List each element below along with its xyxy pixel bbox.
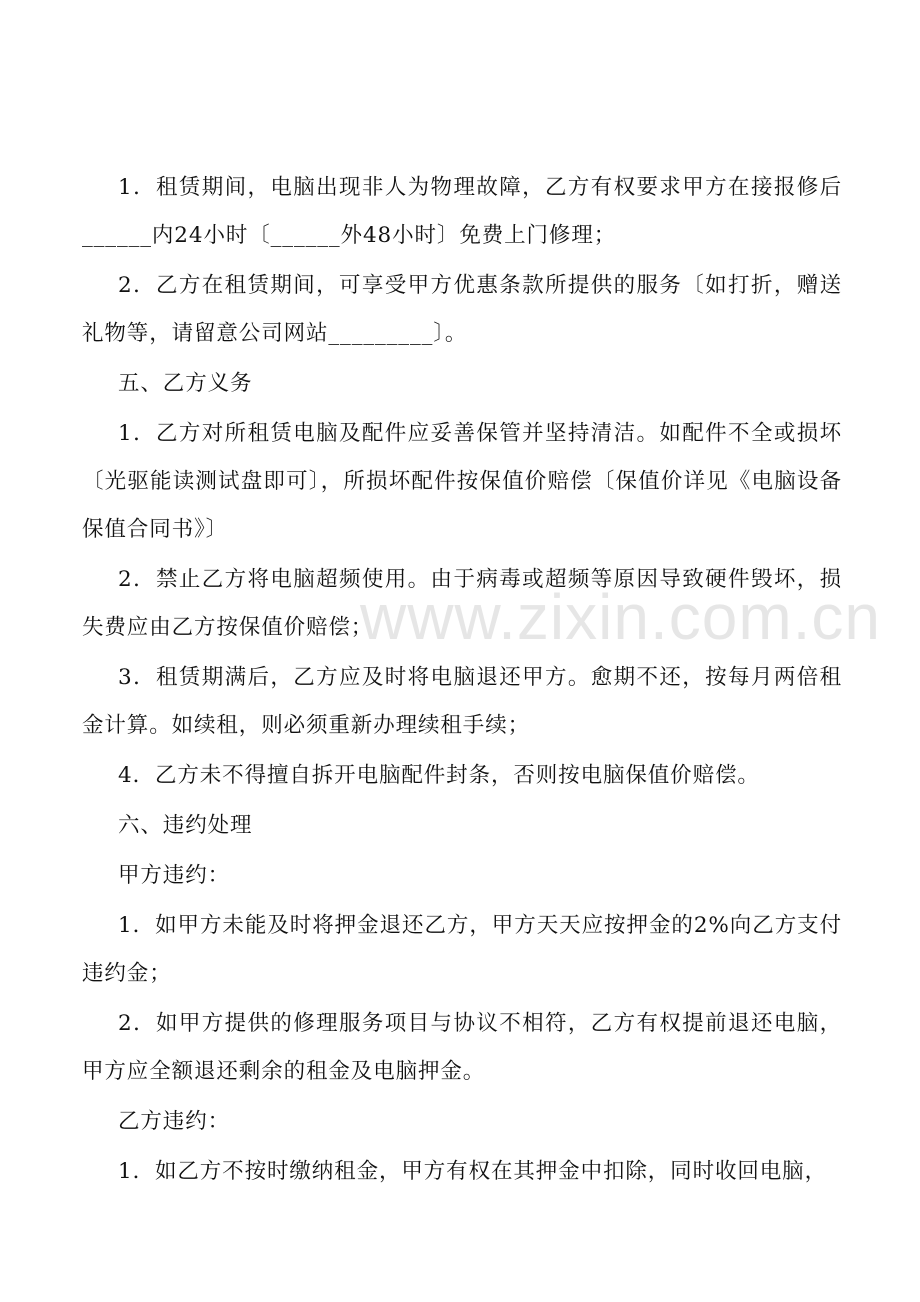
clause-deposit-refund: 1．如甲方未能及时将押金退还乙方，甲方天天应按押金的2%向乙方支付违约金； — [82, 913, 842, 986]
watermark-text: www.zixin.com.cn — [360, 581, 881, 653]
section-heading-breach: 六、违约处理 — [118, 813, 253, 838]
document-body — [82, 164, 842, 1198]
clause-service-mismatch: 2．如甲方提供的修理服务项目与协议不相符，乙方有权提前退还电脑，甲方应全额退还剩余的租金及电脑押金。 — [82, 1011, 842, 1084]
section-heading-obligations: 五、乙方义务 — [118, 371, 253, 396]
subheading-party-b-breach: 乙方违约： — [118, 1109, 231, 1134]
clause-seals: 4．乙方未不得擅自拆开电脑配件封条，否则按电脑保值价赔偿。 — [118, 763, 760, 788]
clause-overclocking: 2．禁止乙方将电脑超频使用。由于病毒或超频等原因导致硬件毁坏，损失费应由乙方按保值价赔偿； — [82, 567, 842, 640]
clause-return-on-expiry: 3．租赁期满后，乙方应及时将电脑退还甲方。愈期不还，按每月两倍租金计算。如续租，则必须重新办理续租手续； — [82, 665, 842, 738]
clause-repair-service: 1．租赁期间，电脑出现非人为物理故障，乙方有权要求甲方在接报修后______内24小时〔______外48小时〕免费上门修理； — [82, 175, 842, 248]
subheading-party-a-breach: 甲方违约： — [118, 863, 231, 888]
clause-safekeeping: 1．乙方对所租赁电脑及配件应妥善保管并坚持清洁。如配件不全或损坏〔光驱能读测试盘即可〕，所损坏配件按保值价赔偿〔保值价详见《电脑设备保值合同书》〕 — [82, 421, 842, 542]
clause-discount-service: 2．乙方在租赁期间，可享受甲方优惠条款所提供的服务〔如打折，赠送礼物等，请留意公司网站_________〕。 — [82, 273, 842, 346]
clause-late-rent: 1．如乙方不按时缴纳租金，甲方有权在其押金中扣除，同时收回电脑， — [118, 1159, 827, 1184]
